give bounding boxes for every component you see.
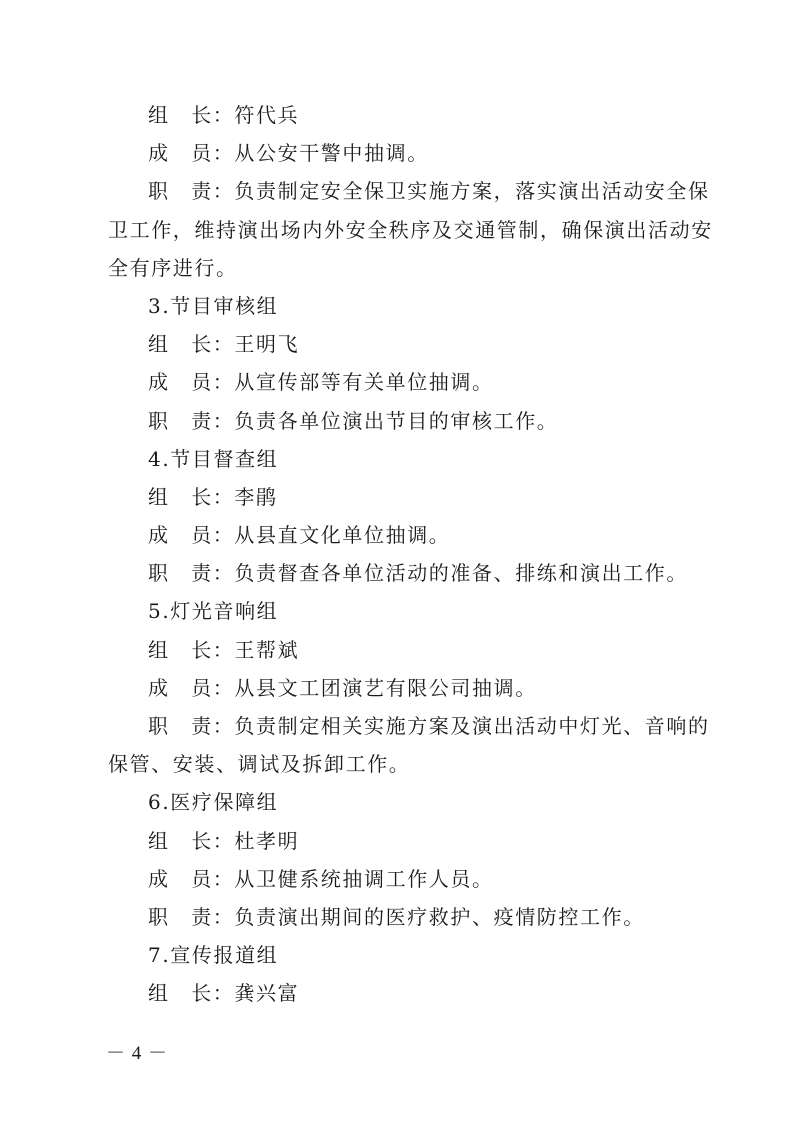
- section-heading-program-inspection: 4.节目督查组: [148, 446, 279, 471]
- section-heading-medical: 6.医疗保障组: [148, 790, 279, 815]
- lighting-group-leader: 组 长：王帮斌: [148, 637, 300, 662]
- page-number: － 4 －: [106, 1043, 169, 1064]
- lighting-group-duty-line-2: 保管、安装、调试及拆卸工作。: [108, 752, 411, 777]
- medical-group-duty: 职 责：负责演出期间的医疗救护、疫情防控工作。: [148, 904, 645, 929]
- publicity-group-leader: 组 长：龚兴富: [148, 981, 300, 1006]
- inspection-group-duty: 职 责：负责督查各单位活动的准备、排练和演出工作。: [148, 561, 688, 586]
- inspection-group-members: 成 员：从县直文化单位抽调。: [148, 523, 451, 548]
- lighting-group-members: 成 员：从县文工团演艺有限公司抽调。: [148, 675, 537, 700]
- section-heading-publicity: 7.宣传报道组: [148, 943, 279, 968]
- security-group-members: 成 员：从公安干警中抽调。: [148, 141, 429, 166]
- section-heading-lighting-sound: 5.灯光音响组: [148, 599, 279, 624]
- review-group-leader: 组 长：王明飞: [148, 332, 300, 357]
- security-group-duty-line-3: 全有序进行。: [108, 255, 238, 280]
- document-body: [108, 96, 713, 1013]
- review-group-duty: 职 责：负责各单位演出节目的审核工作。: [148, 408, 559, 433]
- security-group-duty-line-1: 职 责：负责制定安全保卫实施方案，落实演出活动安全保: [148, 179, 710, 204]
- lighting-group-duty-line-1: 职 责：负责制定相关实施方案及演出活动中灯光、音响的: [148, 714, 710, 738]
- security-group-leader: 组 长：符代兵: [148, 103, 300, 127]
- section-heading-program-review: 3.节目审核组: [148, 293, 279, 318]
- review-group-members: 成 员：从宣传部等有关单位抽调。: [148, 370, 494, 395]
- security-group-duty-line-2: 卫工作，维持演出场内外安全秩序及交通管制，确保演出活动安: [108, 217, 713, 242]
- medical-group-leader: 组 长：杜孝明: [148, 828, 300, 853]
- medical-group-members: 成 员：从卫健系统抽调工作人员。: [148, 866, 494, 891]
- inspection-group-leader: 组 长：李鹃: [148, 484, 278, 509]
